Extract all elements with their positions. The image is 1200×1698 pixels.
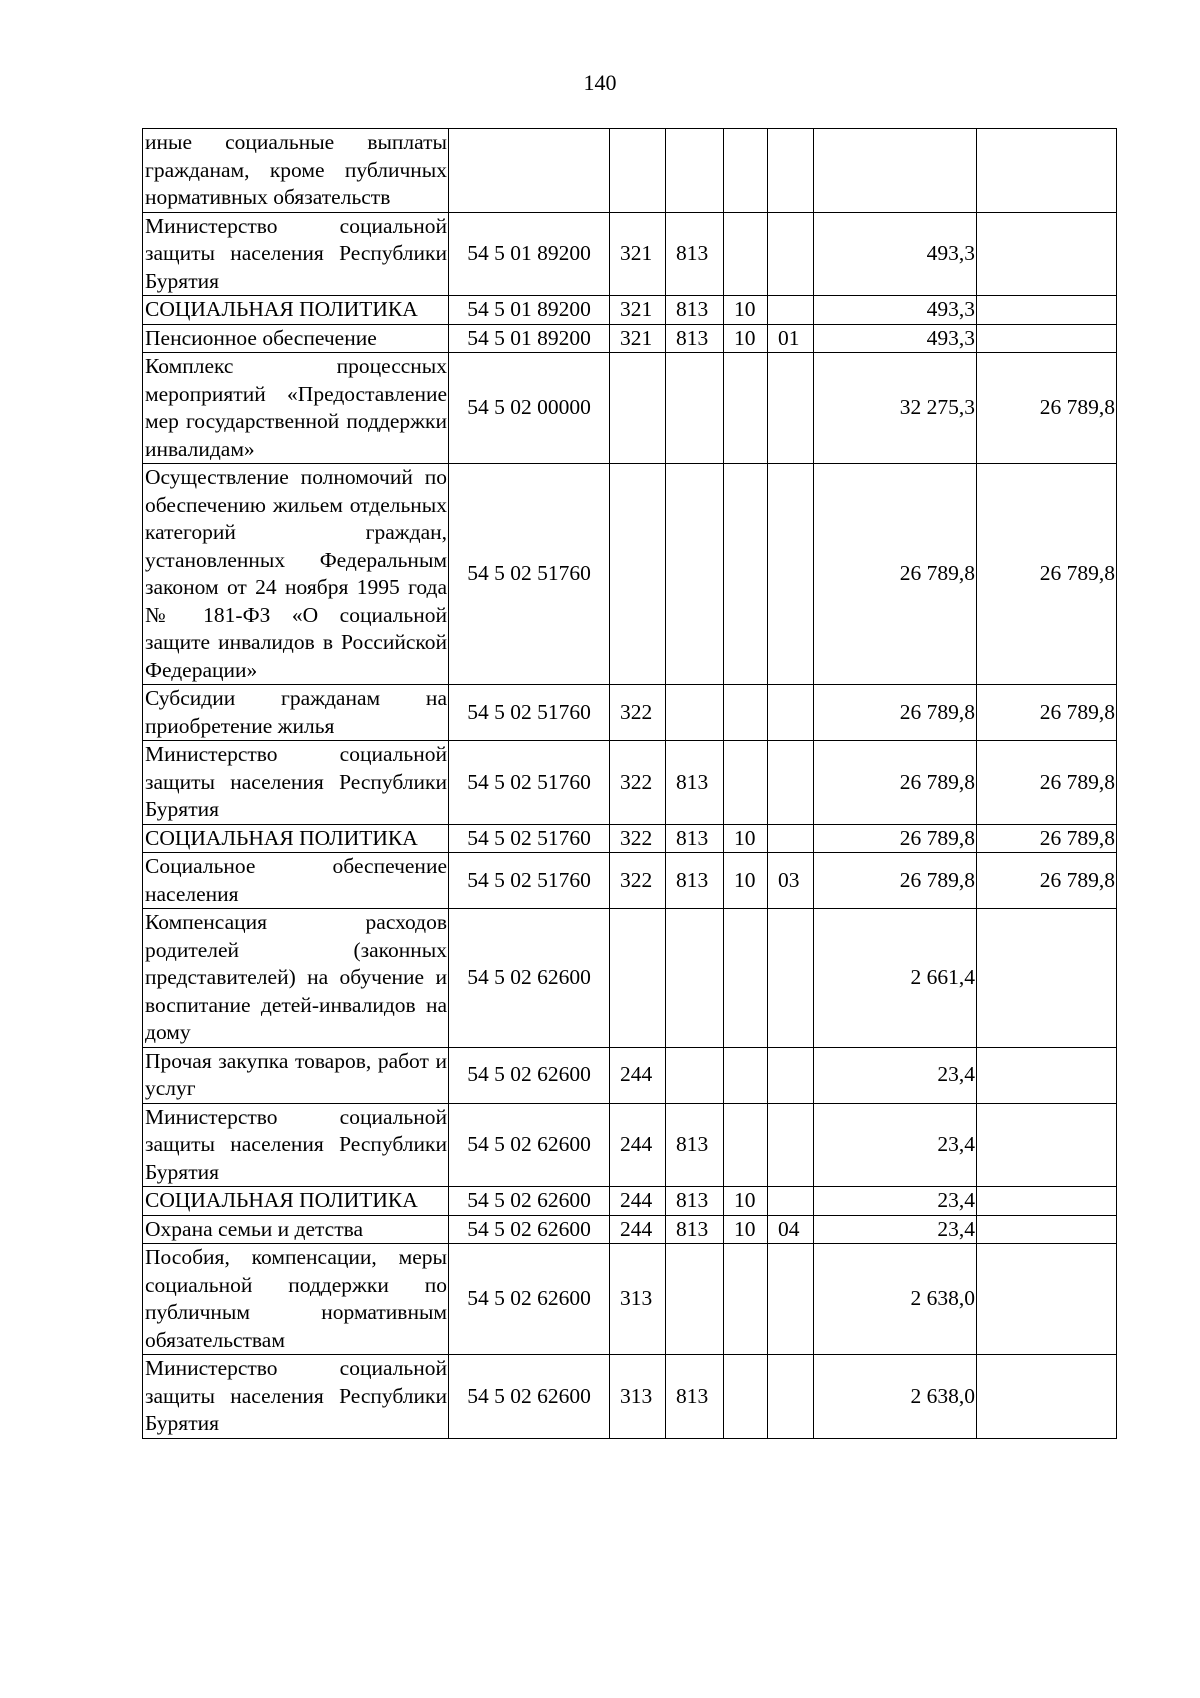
expense-type-cell: 313 [610,1244,666,1355]
section-cell [724,741,768,825]
table-row [143,741,1117,825]
table-row [143,1187,1117,1216]
amount-total-cell: 23,4 [814,1187,977,1216]
expense-type-cell [610,129,666,213]
table-row [143,1355,1117,1439]
amount-total-cell: 23,4 [814,1103,977,1187]
section-cell [724,464,768,685]
table-row [143,324,1117,353]
amount-total-cell: 493,3 [814,212,977,296]
table-row [143,464,1117,685]
subsection-cell [768,129,814,213]
expense-type-cell: 313 [610,1355,666,1439]
expense-type-cell [610,909,666,1048]
section-cell: 10 [724,296,768,325]
ministry-code-cell [666,1047,724,1103]
amount-total-cell: 23,4 [814,1047,977,1103]
amount-total-cell: 493,3 [814,296,977,325]
amount-federal-cell: 26 789,8 [977,824,1117,853]
row-name-cell: Компенсация расходов родителей (законных представителей) на обучение и воспитание детей-инвалидов на дому [143,909,449,1048]
subsection-cell [768,1355,814,1439]
section-cell [724,909,768,1048]
subsection-cell: 04 [768,1215,814,1244]
table-row [143,853,1117,909]
ministry-code-cell: 813 [666,324,724,353]
target-article-cell: 54 5 02 62600 [449,1215,610,1244]
expense-type-cell: 321 [610,212,666,296]
table-row [143,685,1117,741]
row-name-cell: Субсидии гражданам на приобретение жилья [143,685,449,741]
ministry-code-cell [666,1244,724,1355]
amount-federal-cell: 26 789,8 [977,741,1117,825]
amount-total-cell: 32 275,3 [814,353,977,464]
target-article-cell: 54 5 02 51760 [449,853,610,909]
section-cell [724,685,768,741]
row-name-cell: СОЦИАЛЬНАЯ ПОЛИТИКА [143,824,449,853]
section-cell: 10 [724,324,768,353]
target-article-cell [449,129,610,213]
subsection-cell [768,1047,814,1103]
row-name-cell: Министерство социальной защиты населения Республики Бурятия [143,1355,449,1439]
budget-table-body [143,129,1117,1439]
amount-federal-cell [977,1103,1117,1187]
row-name-cell: Социальное обеспечение населения [143,853,449,909]
section-cell [724,353,768,464]
row-name-cell: Министерство социальной защиты населения Республики Бурятия [143,741,449,825]
amount-federal-cell [977,1244,1117,1355]
amount-federal-cell [977,909,1117,1048]
table-row [143,296,1117,325]
subsection-cell [768,685,814,741]
subsection-cell [768,353,814,464]
expense-type-cell: 322 [610,853,666,909]
row-name-cell: Осуществление полномочий по обеспечению жильем отдельных категорий граждан, установленных Федеральным законом от 24 ноября 1995 года № 181-ФЗ «О социальной защите инвалидов в Российской Федерации» [143,464,449,685]
expense-type-cell: 244 [610,1047,666,1103]
subsection-cell [768,212,814,296]
amount-total-cell: 2 638,0 [814,1244,977,1355]
target-article-cell: 54 5 01 89200 [449,296,610,325]
target-article-cell: 54 5 02 51760 [449,741,610,825]
expense-type-cell: 322 [610,824,666,853]
table-row [143,1047,1117,1103]
section-cell [724,129,768,213]
ministry-code-cell: 813 [666,853,724,909]
target-article-cell: 54 5 02 62600 [449,1244,610,1355]
section-cell [724,1244,768,1355]
row-name-cell: СОЦИАЛЬНАЯ ПОЛИТИКА [143,1187,449,1216]
ministry-code-cell: 813 [666,296,724,325]
section-cell [724,212,768,296]
expense-type-cell: 244 [610,1103,666,1187]
expense-type-cell [610,353,666,464]
amount-federal-cell [977,1355,1117,1439]
expense-type-cell: 322 [610,685,666,741]
expense-type-cell: 244 [610,1215,666,1244]
amount-total-cell: 2 638,0 [814,1355,977,1439]
subsection-cell [768,1187,814,1216]
ministry-code-cell: 813 [666,1215,724,1244]
amount-federal-cell [977,1215,1117,1244]
budget-table [142,128,1117,1439]
ministry-code-cell [666,353,724,464]
target-article-cell: 54 5 01 89200 [449,212,610,296]
row-name-cell: СОЦИАЛЬНАЯ ПОЛИТИКА [143,296,449,325]
section-cell [724,1355,768,1439]
table-row [143,909,1117,1048]
table-row [143,353,1117,464]
table-row [143,1103,1117,1187]
expense-type-cell: 244 [610,1187,666,1216]
table-row [143,1244,1117,1355]
amount-total-cell: 26 789,8 [814,853,977,909]
amount-total-cell: 26 789,8 [814,464,977,685]
row-name-cell: Комплекс процессных мероприятий «Предоставление мер государственной поддержки инвалидам» [143,353,449,464]
ministry-code-cell: 813 [666,741,724,825]
section-cell [724,1103,768,1187]
subsection-cell [768,1103,814,1187]
target-article-cell: 54 5 02 51760 [449,464,610,685]
ministry-code-cell: 813 [666,1355,724,1439]
expense-type-cell: 321 [610,324,666,353]
amount-federal-cell [977,296,1117,325]
row-name-cell: Министерство социальной защиты населения Республики Бурятия [143,1103,449,1187]
row-name-cell: Пенсионное обеспечение [143,324,449,353]
row-name-cell: Пособия, компенсации, меры социальной поддержки по публичным нормативным обязательствам [143,1244,449,1355]
section-cell: 10 [724,1187,768,1216]
amount-total-cell: 26 789,8 [814,824,977,853]
amount-total-cell: 26 789,8 [814,685,977,741]
row-name-cell: Охрана семьи и детства [143,1215,449,1244]
amount-total-cell [814,129,977,213]
section-cell [724,1047,768,1103]
page-number: 140 [583,70,617,95]
subsection-cell [768,909,814,1048]
subsection-cell: 01 [768,324,814,353]
row-name-cell: Прочая закупка товаров, работ и услуг [143,1047,449,1103]
target-article-cell: 54 5 02 62600 [449,1355,610,1439]
ministry-code-cell [666,464,724,685]
subsection-cell [768,296,814,325]
ministry-code-cell [666,129,724,213]
amount-federal-cell [977,1047,1117,1103]
amount-total-cell: 2 661,4 [814,909,977,1048]
ministry-code-cell [666,909,724,1048]
amount-federal-cell: 26 789,8 [977,853,1117,909]
expense-type-cell [610,464,666,685]
amount-federal-cell: 26 789,8 [977,464,1117,685]
table-row [143,824,1117,853]
target-article-cell: 54 5 02 51760 [449,824,610,853]
section-cell: 10 [724,824,768,853]
table-row [143,1215,1117,1244]
target-article-cell: 54 5 02 62600 [449,909,610,1048]
amount-federal-cell: 26 789,8 [977,685,1117,741]
target-article-cell: 54 5 02 00000 [449,353,610,464]
expense-type-cell: 321 [610,296,666,325]
ministry-code-cell: 813 [666,1187,724,1216]
subsection-cell [768,1244,814,1355]
row-name-cell: Министерство социальной защиты населения Республики Бурятия [143,212,449,296]
subsection-cell [768,741,814,825]
amount-federal-cell [977,129,1117,213]
subsection-cell [768,464,814,685]
target-article-cell: 54 5 01 89200 [449,324,610,353]
row-name-cell: иные социальные выплаты гражданам, кроме публичных нормативных обязательств [143,129,449,213]
table-row [143,129,1117,213]
target-article-cell: 54 5 02 51760 [449,685,610,741]
table-row [143,212,1117,296]
section-cell: 10 [724,853,768,909]
amount-federal-cell [977,324,1117,353]
ministry-code-cell [666,685,724,741]
ministry-code-cell: 813 [666,824,724,853]
target-article-cell: 54 5 02 62600 [449,1047,610,1103]
subsection-cell: 03 [768,853,814,909]
ministry-code-cell: 813 [666,212,724,296]
amount-total-cell: 23,4 [814,1215,977,1244]
amount-federal-cell [977,1187,1117,1216]
target-article-cell: 54 5 02 62600 [449,1103,610,1187]
section-cell: 10 [724,1215,768,1244]
amount-total-cell: 493,3 [814,324,977,353]
ministry-code-cell: 813 [666,1103,724,1187]
target-article-cell: 54 5 02 62600 [449,1187,610,1216]
subsection-cell [768,824,814,853]
expense-type-cell: 322 [610,741,666,825]
amount-total-cell: 26 789,8 [814,741,977,825]
amount-federal-cell: 26 789,8 [977,353,1117,464]
amount-federal-cell [977,212,1117,296]
